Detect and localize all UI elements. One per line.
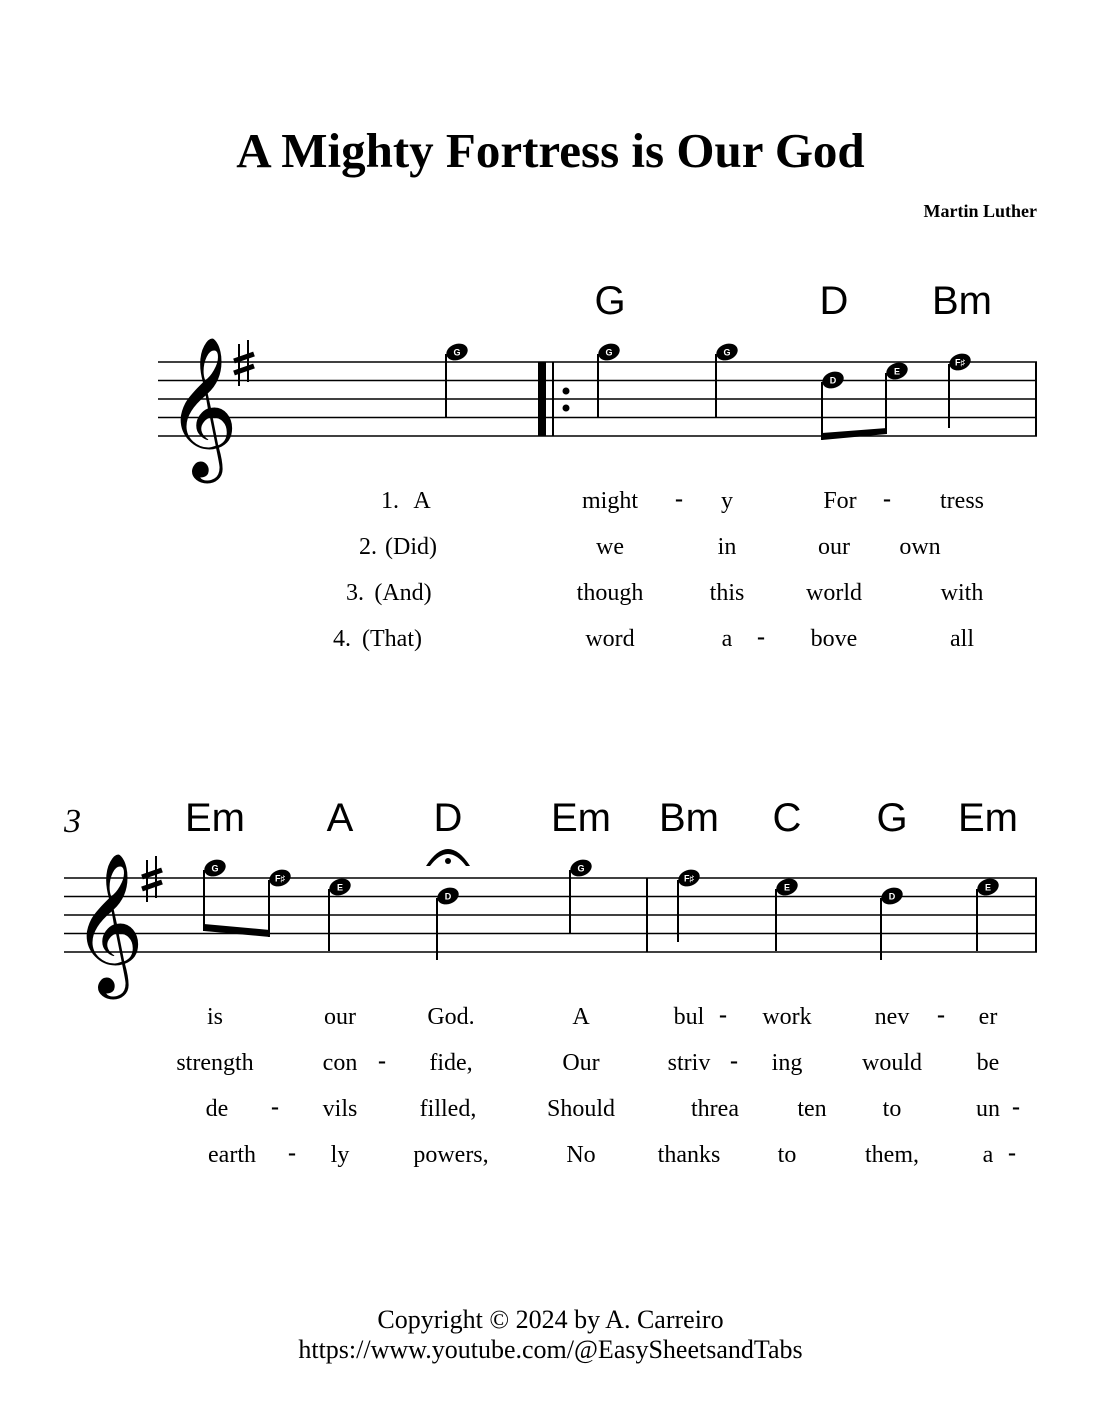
lyric-syllable: work bbox=[762, 1004, 812, 1030]
note bbox=[774, 876, 800, 951]
lyric-syllable: in bbox=[717, 534, 737, 560]
chord-symbol: Em bbox=[185, 796, 245, 840]
note bbox=[435, 885, 461, 960]
lyric-syllable: un bbox=[976, 1096, 1000, 1122]
lyric-syllable: (That) bbox=[362, 626, 422, 652]
verse-number: 2. bbox=[359, 534, 377, 560]
lyric-syllable: them, bbox=[865, 1142, 919, 1168]
lyric-syllable: bul bbox=[673, 1004, 705, 1030]
note bbox=[202, 857, 228, 931]
note bbox=[568, 857, 594, 934]
lyric-syllable: our bbox=[324, 1004, 356, 1030]
copyright-text: Copyright © 2024 by A. Carreiro bbox=[377, 1305, 724, 1334]
lyric-syllable: we bbox=[596, 534, 624, 560]
note bbox=[327, 876, 353, 951]
svg-text:G: G bbox=[453, 347, 461, 358]
lyrics bbox=[333, 486, 984, 652]
lyric-syllable: powers, bbox=[413, 1142, 489, 1168]
svg-text:E: E bbox=[783, 882, 791, 893]
lyric-syllable: our bbox=[818, 534, 850, 560]
lyric-syllable: threa bbox=[691, 1096, 739, 1122]
svg-text:E: E bbox=[893, 366, 901, 377]
staff-system-1 bbox=[158, 279, 1037, 652]
treble-clef-icon: 𝄞 bbox=[72, 851, 145, 993]
svg-text:G: G bbox=[211, 863, 219, 874]
note bbox=[714, 341, 740, 418]
chord-symbol: A bbox=[326, 796, 354, 840]
lyric-syllable: (And) bbox=[374, 580, 432, 606]
composer: Martin Luther bbox=[923, 201, 1037, 221]
svg-text:G: G bbox=[605, 347, 613, 358]
note bbox=[820, 369, 846, 440]
lyric-syllable: nev bbox=[874, 1004, 910, 1030]
note bbox=[879, 885, 905, 960]
chord-symbol: D bbox=[819, 279, 849, 323]
lyric-syllable: de bbox=[205, 1096, 229, 1122]
svg-text:E: E bbox=[336, 882, 344, 893]
chord-symbols bbox=[594, 279, 992, 323]
lyric-syllable: ten bbox=[797, 1096, 827, 1122]
svg-text:F♯: F♯ bbox=[684, 873, 694, 884]
svg-text:D: D bbox=[829, 375, 837, 386]
lyric-syllable: word bbox=[585, 626, 635, 652]
chord-symbol: D bbox=[433, 796, 463, 840]
lyric-hyphen: - bbox=[937, 1002, 945, 1028]
lyric-syllable: No bbox=[566, 1142, 596, 1168]
lyric-syllable: For bbox=[823, 488, 857, 514]
lyric-syllable: to bbox=[777, 1142, 797, 1168]
lyric-syllable: own bbox=[899, 534, 941, 560]
svg-text:D: D bbox=[444, 891, 452, 902]
lyric-syllable: though bbox=[576, 580, 644, 606]
lyric-syllable: er bbox=[978, 1004, 998, 1030]
lyric-syllable: would bbox=[862, 1050, 922, 1076]
lyric-syllable: con bbox=[322, 1050, 358, 1076]
beam bbox=[822, 428, 887, 440]
lyric-syllable: striv bbox=[667, 1050, 711, 1076]
lyrics bbox=[176, 1002, 1020, 1168]
lyric-syllable: ing bbox=[771, 1050, 803, 1076]
note bbox=[267, 867, 293, 937]
chord-symbol: G bbox=[876, 796, 908, 840]
beam bbox=[204, 924, 270, 937]
lyric-syllable: strength bbox=[176, 1050, 254, 1076]
lyric-syllable: tress bbox=[940, 488, 984, 514]
lyric-syllable: this bbox=[709, 580, 745, 606]
lyric-syllable: is bbox=[206, 1004, 224, 1030]
lyric-hyphen: - bbox=[719, 1002, 727, 1028]
note bbox=[884, 360, 910, 434]
verse-number: 4. bbox=[333, 626, 351, 652]
youtube-link[interactable]: https://www.youtube.com/@EasySheetsandTabs bbox=[298, 1335, 803, 1364]
key-signature-sharp-icon bbox=[142, 856, 162, 902]
lyric-hyphen: - bbox=[378, 1048, 386, 1074]
lyric-syllable: ly bbox=[330, 1142, 350, 1168]
verse-number: 3. bbox=[346, 580, 364, 606]
lyric-syllable: filled, bbox=[419, 1096, 477, 1122]
svg-text:E: E bbox=[984, 882, 992, 893]
lyric-syllable: world bbox=[806, 580, 862, 606]
fermata-icon bbox=[426, 849, 470, 866]
lyric-syllable: a bbox=[982, 1142, 994, 1168]
lyric-syllable: Our bbox=[562, 1050, 600, 1076]
lyric-syllable: fide, bbox=[429, 1050, 473, 1076]
svg-text:F♯: F♯ bbox=[275, 873, 285, 884]
note bbox=[676, 867, 702, 942]
treble-clef-icon: 𝄞 bbox=[166, 335, 239, 477]
chord-symbol: Em bbox=[958, 796, 1018, 840]
svg-text:G: G bbox=[577, 863, 585, 874]
lyric-hyphen: - bbox=[1012, 1094, 1020, 1120]
lyric-syllable: earth bbox=[208, 1142, 256, 1168]
lyric-syllable: (Did) bbox=[385, 534, 437, 560]
page-title: A Mighty Fortress is Our God bbox=[236, 123, 865, 178]
svg-text:F♯: F♯ bbox=[955, 357, 965, 368]
lyric-syllable: might bbox=[581, 488, 639, 514]
chord-symbols bbox=[185, 796, 1018, 840]
chord-symbol: G bbox=[594, 279, 626, 323]
lyric-hyphen: - bbox=[675, 486, 683, 512]
lyric-syllable: be bbox=[976, 1050, 1000, 1076]
measure-number: 3 bbox=[64, 803, 81, 840]
lyric-syllable: A bbox=[572, 1004, 590, 1030]
chord-symbol: Bm bbox=[932, 279, 992, 323]
chord-symbol: C bbox=[772, 796, 802, 840]
lyric-syllable: a bbox=[721, 626, 733, 652]
note bbox=[444, 341, 470, 418]
lyric-syllable: bove bbox=[810, 626, 858, 652]
lyric-syllable: with bbox=[940, 580, 984, 606]
chord-symbol: Bm bbox=[659, 796, 719, 840]
lyric-hyphen: - bbox=[271, 1094, 279, 1120]
lyric-hyphen: - bbox=[288, 1140, 296, 1166]
lyric-syllable: all bbox=[950, 626, 974, 652]
note bbox=[947, 351, 973, 428]
verse-number: 1. bbox=[381, 488, 399, 514]
lyric-syllable: A bbox=[413, 488, 431, 514]
svg-text:D: D bbox=[888, 891, 896, 902]
lyric-syllable: y bbox=[721, 488, 733, 514]
lyric-hyphen: - bbox=[883, 486, 891, 512]
lyric-hyphen: - bbox=[1008, 1140, 1016, 1166]
lyric-hyphen: - bbox=[757, 624, 765, 650]
chord-symbol: Em bbox=[551, 796, 611, 840]
staff-system-2 bbox=[63, 796, 1037, 1168]
lyric-syllable: God. bbox=[427, 1004, 475, 1030]
svg-text:G: G bbox=[723, 347, 731, 358]
lyric-syllable: to bbox=[882, 1096, 902, 1122]
note bbox=[975, 876, 1001, 951]
lyric-syllable: vils bbox=[322, 1096, 358, 1122]
lyric-hyphen: - bbox=[730, 1048, 738, 1074]
lyric-syllable: Should bbox=[546, 1096, 616, 1122]
lyric-syllable: thanks bbox=[657, 1142, 721, 1168]
note bbox=[596, 341, 622, 418]
